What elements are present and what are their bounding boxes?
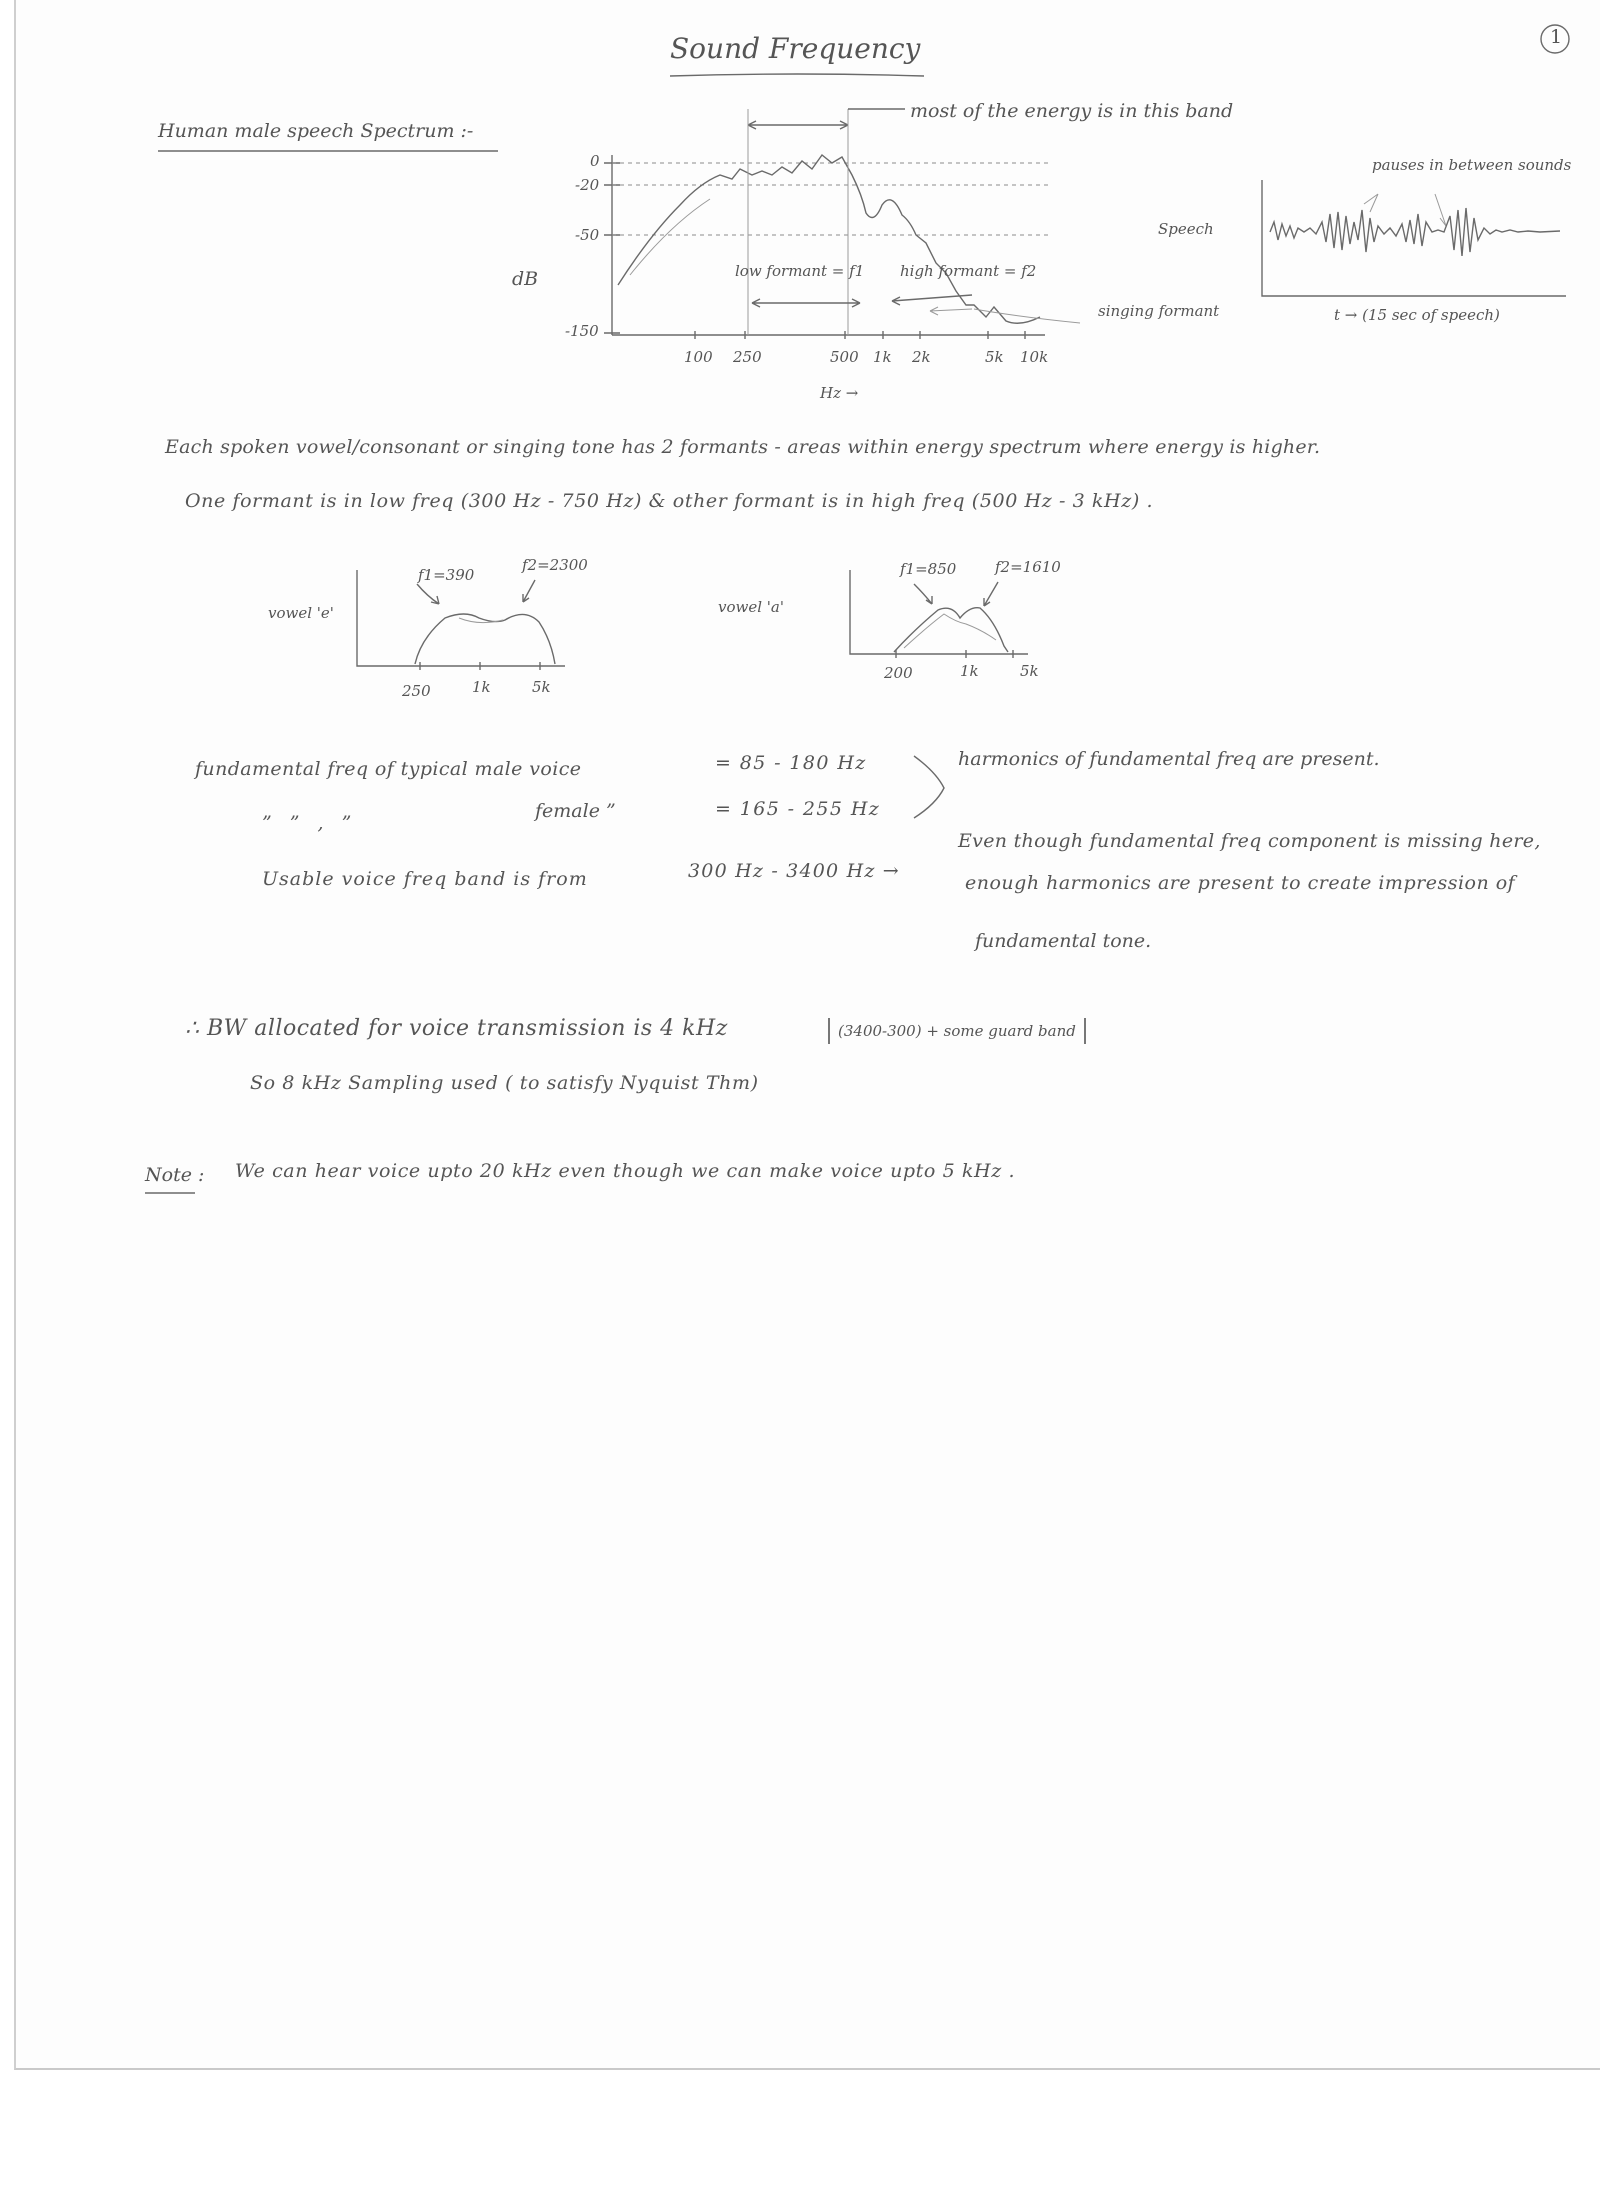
low-formant-label: low formant = f1 [735,262,865,280]
spectrum-xtick-500: 500 [830,348,859,366]
vowel-a-label: vowel 'a' [718,598,784,616]
vowel-a-xtick-5k: 5k [1020,662,1039,680]
vowel-a-f2: f2=1610 [995,558,1061,576]
high-formant-label: high formant = f2 [900,262,1037,280]
usable-note-line-3: fundamental tone. [975,930,1152,952]
usable-band-value: 300 Hz - 3400 Hz → [688,860,900,882]
fundamental-male-value: = 85 - 180 Hz [715,752,867,774]
usable-band-label: Usable voice freq band is from [262,868,588,890]
spectrum-heading-underline [158,148,508,154]
spectrum-xtick-5k: 5k [985,348,1004,366]
spectrum-ytick-1: -20 [575,176,600,194]
spectrum-xtick-100: 100 [684,348,713,366]
formants-line-2: One formant is in low freq (300 Hz - 750 Hz) & other formant is in high freq (500 Hz - 3 kHz) . [185,490,1154,512]
fundamental-female-value: = 165 - 255 Hz [715,798,881,820]
pauses-note: pauses in between sounds [1372,156,1572,174]
spectrum-ytick-0: 0 [590,152,600,170]
waveform-axis-label: t → (15 sec of speech) [1334,306,1500,324]
vowel-e-label: vowel 'e' [268,604,334,622]
spectrum-heading: Human male speech Spectrum :- [158,120,474,142]
vowel-a-f1: f1=850 [900,560,957,578]
spectrum-ylabel: dB [512,268,539,290]
page-number: 1 [1550,26,1563,48]
fundamental-brace [910,752,950,822]
usable-note-line-1: Even though fundamental freq component is missing here, [958,830,1541,852]
low-formant-arrow [752,299,860,307]
waveform-label: Speech [1158,220,1214,238]
energy-band-arrow [748,121,848,129]
scan-margin [0,2070,1600,2201]
vowel-a-xtick-200: 200 [884,664,913,682]
spectrum-xtick-2k: 2k [912,348,931,366]
bandwidth-line-1: ∴ BW allocated for voice transmission is 4 kHz [185,1016,728,1041]
vowel-e-plot [355,560,575,680]
spectrum-xlabel: Hz → [820,384,859,402]
fundamental-male-label: fundamental freq of typical male voice [195,758,582,780]
note-label-underline [145,1190,205,1196]
vowel-a-xtick-1k: 1k [960,662,979,680]
spectrum-xtick-1k: 1k [873,348,892,366]
bandwidth-bracket: (3400-300) + some guard band [828,1018,1086,1044]
vowel-e-xtick-1k: 1k [472,678,491,696]
harmonics-note: harmonics of fundamental freq are present. [958,748,1380,770]
spectrum-xtick-10k: 10k [1020,348,1049,366]
spectrum-ytick-3: -150 [565,322,599,340]
note-text: We can hear voice upto 20 kHz even though we can make voice upto 5 kHz . [235,1160,1016,1182]
high-formant-arrow [892,295,972,305]
fundamental-female-label: female ” [535,800,616,822]
bandwidth-line-2: So 8 kHz Sampling used ( to satisfy Nyquist Thm) [250,1072,759,1094]
vowel-e-f1: f1=390 [418,566,475,584]
spectrum-ytick-2: -50 [575,226,600,244]
energy-band-note: most of the energy is in this band [910,100,1234,122]
vowel-e-xtick-250: 250 [402,682,431,700]
vowel-a-plot [848,560,1048,670]
fundamental-female-ditto: ” ” , ” [262,812,358,834]
vowel-e-xtick-5k: 5k [532,678,551,696]
title-underline [668,72,928,80]
page-title: Sound Frequency [670,32,921,65]
singing-formant-label: singing formant [1098,302,1220,320]
spectrum-xtick-250: 250 [733,348,762,366]
speech-waveform [1260,170,1580,310]
spectrum-curve [618,155,1040,323]
formants-line-1: Each spoken vowel/consonant or singing tone has 2 formants - areas within energy spectrum where energy is higher. [165,436,1321,458]
usable-note-line-2: enough harmonics are present to create impression of [965,872,1516,894]
note-label: Note : [145,1164,205,1186]
speech-spectrum-plot [500,95,1120,325]
vowel-e-f2: f2=2300 [522,556,588,574]
